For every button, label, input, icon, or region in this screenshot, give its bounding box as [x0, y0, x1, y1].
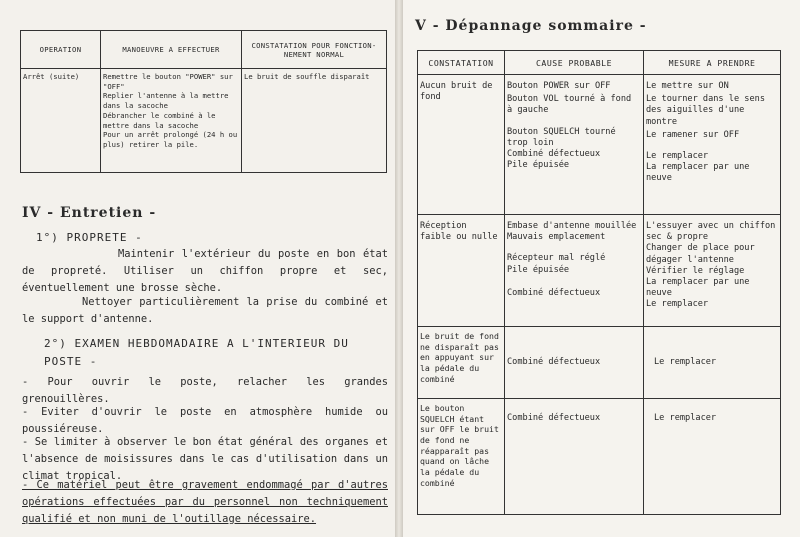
manoeuvre-item: Pour un arrêt prolongé (24 h ou plus) retirer la pile. — [103, 130, 238, 150]
constatation-cell: Le bouton SQUELCH étant sur OFF le bruit de fond ne réapparaît pas quand on lâche la pédale du combiné — [418, 399, 505, 515]
manoeuvre-item: Replier l'antenne à la mettre dans la sacoche — [103, 91, 229, 111]
mesure-item: La remplacer par une neuve — [646, 162, 750, 184]
cell-constatation: Le bruit de souffle disparaît — [242, 69, 387, 173]
constatation-cell: Réception faible ou nulle — [418, 215, 505, 327]
mesure-item: Le mettre sur ON — [646, 81, 729, 91]
proprete-paragraph-2: Nettoyer particulièrement la prise du combiné et le support d'antenne. — [22, 296, 388, 325]
mesure-item: Le tourner dans le sens des aiguilles d'une montre — [646, 94, 765, 127]
mesure-item: Vérifier le réglage — [646, 265, 745, 276]
manoeuvre-item: Débrancher le combiné à le mettre dans la sacoche — [103, 110, 216, 130]
header-constatation: CONSTATATION POUR FONCTION- NEMENT NORMAL — [242, 31, 387, 69]
manoeuvre-item: Remettre le bouton "POWER" sur "OFF" — [103, 72, 233, 91]
header-manoeuvre: MANOEUVRE A EFFECTUER — [101, 31, 242, 69]
examen-item: - Pour ouvrir le poste, relacher les grandes grenouillères. — [22, 376, 388, 405]
mesure-item: Le remplacer — [646, 150, 709, 161]
cause-item: Bouton POWER sur OFF — [507, 81, 611, 91]
mesure-item: Changer de place pour dégager l'antenne — [646, 243, 755, 265]
header-operation: OPERATION — [21, 31, 101, 69]
header-cause: CAUSE PROBABLE — [505, 51, 644, 75]
mesure-item: L'essuyer avec un chiffon sec & propre — [646, 221, 776, 243]
examen-item: - Se limiter à observer le bon état général des organes et l'absence de moisissures dans le cas d'utilisation dans un climat tropical. — [22, 436, 388, 482]
examen-item: - Eviter d'ouvrir le poste en atmosphère humide ou poussiéreuse. — [22, 406, 388, 435]
header-constatation: CONSTATATION — [418, 51, 505, 75]
mesure-cell: Le remplacer — [644, 327, 781, 399]
mesure-cell — [644, 75, 781, 215]
cause-item: Bouton VOL tourné à fond à gauche — [507, 94, 632, 116]
cell-manoeuvres — [101, 69, 242, 173]
header-mesure: MESURE A PRENDRE — [644, 51, 781, 75]
cause-item: Bouton SQUELCH tourné trop loin — [507, 126, 616, 148]
mesure-item: Le remplacer — [646, 299, 709, 310]
mesure-item: Le ramener sur OFF — [646, 129, 740, 140]
depannage-table — [417, 50, 781, 515]
cause-cell — [505, 75, 644, 215]
cause-item: Combiné défectueux — [507, 287, 601, 298]
constatation-cell: Aucun bruit de fond — [418, 75, 505, 215]
cause-cell — [505, 215, 644, 327]
cause-item: Mauvais emplacement — [507, 232, 606, 243]
cell-operation: Arrêt (suite) — [21, 69, 101, 173]
book-gutter — [395, 0, 403, 537]
cause-item: Récepteur mal réglé — [507, 253, 606, 264]
mesure-cell — [644, 215, 781, 327]
operation-table — [20, 30, 387, 173]
entretien-title: IV - Entretien - — [22, 205, 157, 221]
proprete-paragraph-1: Maintenir l'extérieur du poste en bon état de propreté. Utiliser un chiffon propre et sec, éventuellement une brosse sèche. — [22, 248, 388, 294]
cause-item: Embase d'antenne mouillée — [507, 221, 637, 231]
examen-warning: - Ce matériel peut être gravement endommagé par d'autres opérations effectuées par du personnel non techniquement qualifié et non muni de l'outillage nécessaire. — [22, 479, 388, 525]
cause-cell: Combiné défectueux — [505, 327, 644, 399]
cause-cell: Combiné défectueux — [505, 399, 644, 515]
proprete-title: 1°) PROPRETE - — [36, 231, 143, 244]
constatation-cell: Le bruit de fond ne disparaît pas en appuyant sur la pédale du combiné — [418, 327, 505, 399]
cause-item: Pile épuisée — [507, 264, 570, 275]
mesure-item: La remplacer par une neuve — [646, 276, 750, 299]
cause-item: Combiné défectueux — [507, 148, 601, 159]
mesure-cell: Le remplacer — [644, 399, 781, 515]
examen-title: 2°) EXAMEN HEBDOMADAIRE A L'INTERIEUR DU POSTE - — [44, 337, 349, 368]
depannage-title: V - Dépannage sommaire - — [415, 18, 647, 34]
cause-item: Pile épuisée — [507, 160, 570, 171]
